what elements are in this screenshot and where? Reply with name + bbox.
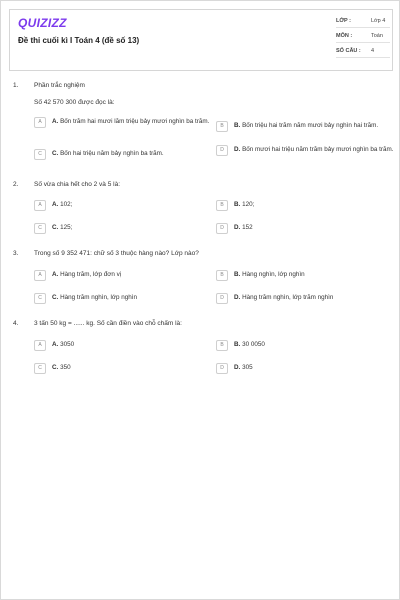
option-letter-box: C <box>34 149 46 160</box>
option-label: C. <box>52 224 59 231</box>
question-number: 2. <box>13 181 19 188</box>
option-label: D. <box>234 364 241 371</box>
question-text: Số 42 570 300 được đọc là: <box>34 99 115 106</box>
option-text: 305 <box>242 364 253 371</box>
quizizz-logo: QUIZIZZ <box>18 16 67 30</box>
option-text: 125; <box>60 224 73 231</box>
option-text: Bốn trăm hai mươi lăm triệu bảy mươi nghìn ba trăm. <box>60 118 210 125</box>
option-label: D. <box>234 224 241 231</box>
option-letter-box: C <box>34 223 46 234</box>
option-letter-box: C <box>34 293 46 304</box>
option-label: C. <box>52 150 59 157</box>
option-letter-box: D <box>216 223 228 234</box>
option-text: 120; <box>242 201 255 208</box>
option-label: B. <box>234 341 241 348</box>
option-letter-box: A <box>34 270 46 281</box>
option-text: Bốn triệu hai trăm năm mươi bảy nghìn hai trăm. <box>242 122 379 129</box>
worksheet-header <box>9 9 393 71</box>
option-label: A. <box>52 341 59 348</box>
meta-divider <box>336 57 390 58</box>
question-text: 3 tấn 50 kg = ...... kg. Số cần điền vào chỗ chấm là: <box>34 320 182 327</box>
option-text: Bốn hai triệu năm bảy nghìn ba trăm. <box>60 150 164 157</box>
option-text: Hàng nghìn, lớp nghìn <box>242 271 305 278</box>
option-letter-box: C <box>34 363 46 374</box>
option-text: 30 0050 <box>242 341 265 348</box>
option-letter-box: A <box>34 200 46 211</box>
option-label: D. <box>234 294 241 301</box>
option-text: 102; <box>60 201 73 208</box>
question-text: Trong số 9 352 471: chữ số 3 thuộc hàng nào? Lớp nào? <box>34 250 199 257</box>
question-text: Phần trắc nghiệm <box>34 82 85 89</box>
question-number: 1. <box>13 82 19 89</box>
option-letter-box: D <box>216 363 228 374</box>
option-label: B. <box>234 271 241 278</box>
option-label: A. <box>52 271 59 278</box>
option-text: 152 <box>242 224 253 231</box>
option-label: A. <box>52 118 59 125</box>
option-letter-box: A <box>34 340 46 351</box>
question-text: Số vừa chia hết cho 2 và 5 là: <box>34 181 121 188</box>
option-letter-box: B <box>216 121 228 132</box>
question-number: 3. <box>13 250 19 257</box>
option-text: 350 <box>60 364 71 371</box>
option-text: 3050 <box>60 341 75 348</box>
option-label: A. <box>52 201 59 208</box>
option-letter-box: B <box>216 200 228 211</box>
option-label: B. <box>234 122 241 129</box>
meta-key: LỚP : <box>336 18 351 24</box>
option-label: C. <box>52 294 59 301</box>
option-label: B. <box>234 201 241 208</box>
option-text: Bốn mươi hai triệu năm trăm bảy mươi nghìn ba trăm. <box>242 146 394 153</box>
question-number: 4. <box>13 320 19 327</box>
option-text: Hàng trăm nghìn, lớp trăm nghìn <box>242 294 334 301</box>
option-label: D. <box>234 146 241 153</box>
option-letter-box: A <box>34 117 46 128</box>
option-letter-box: D <box>216 145 228 156</box>
meta-value: Toán <box>371 33 383 39</box>
meta-key: MÔN : <box>336 33 353 39</box>
option-text: Hàng trăm nghìn, lớp nghìn <box>60 294 138 301</box>
option-letter-box: B <box>216 270 228 281</box>
meta-divider <box>336 27 390 28</box>
meta-value: Lớp 4 <box>371 18 386 24</box>
option-letter-box: D <box>216 293 228 304</box>
option-letter-box: B <box>216 340 228 351</box>
option-text: Hàng trăm, lớp đơn vị <box>60 271 122 278</box>
option-label: C. <box>52 364 59 371</box>
worksheet-title: Đề thi cuối kì I Toán 4 (đề số 13) <box>18 36 140 45</box>
meta-value: 4 <box>371 48 375 54</box>
meta-key: SỐ CÂU : <box>336 48 361 54</box>
meta-divider <box>336 42 390 43</box>
